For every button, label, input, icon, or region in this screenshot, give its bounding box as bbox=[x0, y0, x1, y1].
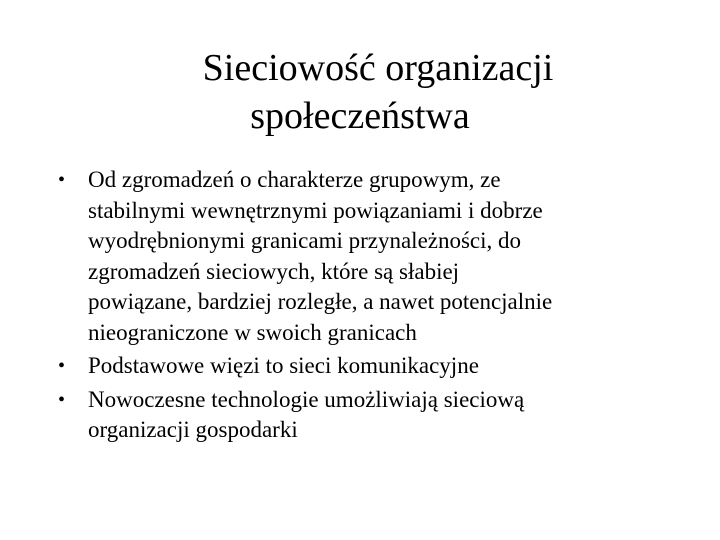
title-line-1: Sieciowość organizacji bbox=[202, 47, 554, 89]
bullet-item-2 bbox=[58, 351, 678, 382]
title-line-2: społeczeństwa bbox=[250, 95, 470, 137]
bullet-icon: • bbox=[58, 388, 66, 411]
bullet-list bbox=[58, 165, 678, 449]
bullet-1-line-4: zgromadzeń sieciowych, które są słabiej bbox=[88, 258, 460, 284]
bullet-item-1 bbox=[58, 165, 678, 348]
bullet-1-line-2: stabilnymi wewnętrznymi powiązaniami i dobrze bbox=[88, 197, 543, 223]
bullet-1-line-6: nieograniczone w swoich granicach bbox=[88, 319, 417, 345]
bullet-3-line-1: Nowoczesne technologie umożliwiają sieciową bbox=[88, 386, 525, 412]
bullet-icon: • bbox=[58, 355, 66, 377]
bullet-2-line-1: Podstawowe więzi to sieci komunikacyjne bbox=[88, 353, 479, 378]
slide-title bbox=[0, 44, 720, 140]
bullet-1-line-5: powiązane, bardziej rozległe, a nawet potencjalnie bbox=[88, 289, 553, 314]
bullet-1-line-3: wyodrębnionymi granicami przynależności, do bbox=[88, 228, 522, 253]
bullet-1-line-1: Od zgromadzeń o charakterze grupowym, ze bbox=[88, 167, 501, 192]
bullet-3-line-2: organizacji gospodarki bbox=[88, 417, 298, 442]
bullet-item-3 bbox=[58, 385, 678, 446]
bullet-icon: • bbox=[58, 169, 66, 191]
